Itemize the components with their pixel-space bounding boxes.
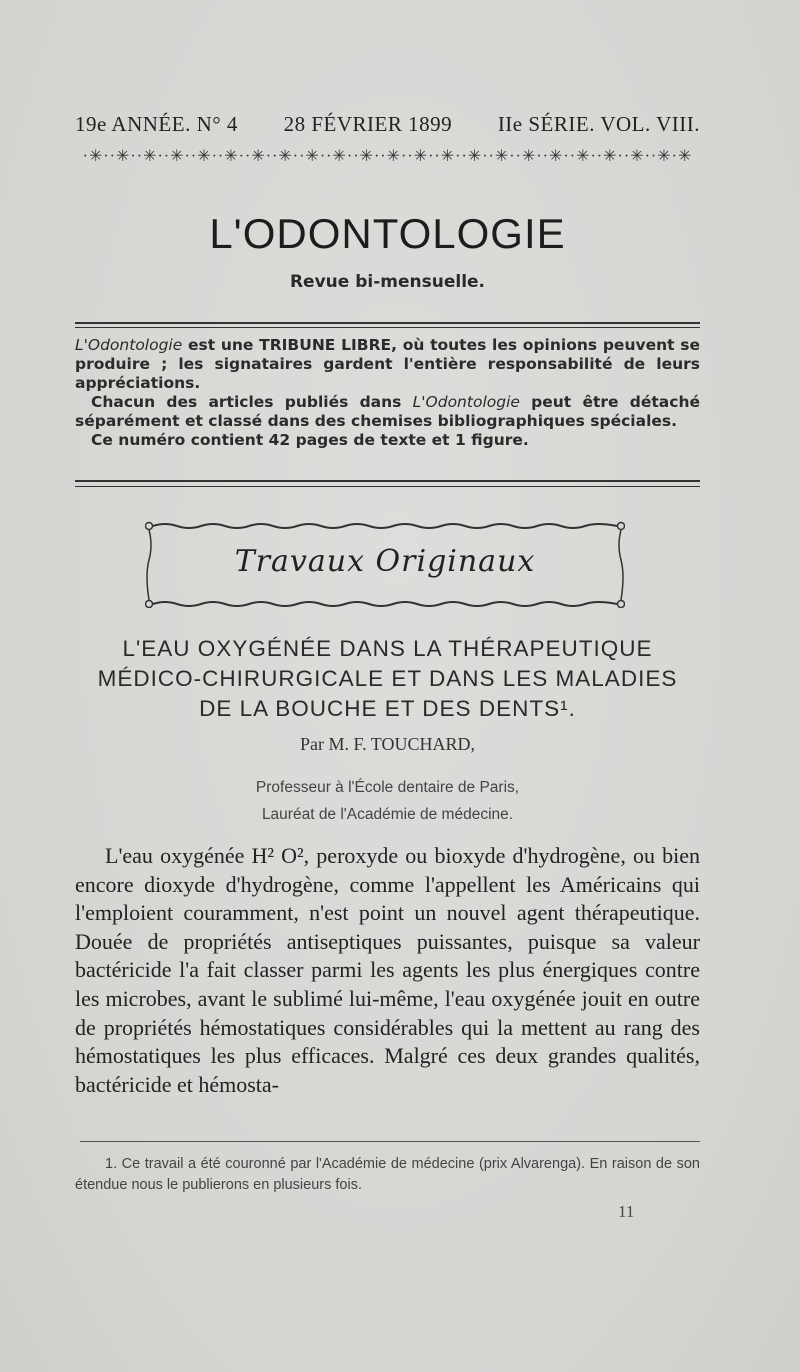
journal-title: L'ODONTOLOGIE [209, 210, 566, 257]
section-heading: Travaux Originaux [234, 544, 536, 579]
notice-paragraph: L'Odontologie est une TRIBUNE LIBRE, où toutes les opinions peuvent se produire ; les signataires gardent l'entière responsabilité de leurs appréciations. [75, 336, 700, 392]
article-author: Par M. F. TOUCHARD, [300, 734, 475, 754]
issue-year: 19e ANNÉE. N° 4 [75, 112, 238, 136]
notice-paragraph: Chacun des articles publiés dans L'Odontologie peut être détaché séparément et classé dans des chemises bibliographiques spéciales. [75, 393, 700, 430]
footnote: 1. Ce travail a été couronné par l'Académie de médecine (prix Alvarenga). En raison de son étendue nous le publierons en plusieurs fois. [75, 1156, 700, 1193]
notice-paragraph: Ce numéro contient 42 pages de texte et 1 figure. [91, 431, 529, 449]
article-title: L'EAU OXYGÉNÉE DANS LA THÉRAPEUTIQUE MÉDICO-CHIRURGICALE ET DANS LES MALADIES DE LA BOUCHE ET DES DENTS¹. [97, 636, 678, 721]
article-body [75, 842, 700, 1099]
issue-date: 28 FÉVRIER 1899 [283, 112, 453, 136]
divider [75, 327, 700, 328]
footnote-divider [80, 1141, 700, 1142]
divider [75, 486, 700, 487]
issue-header [75, 112, 700, 137]
section-banner [145, 520, 625, 608]
divider [75, 322, 700, 324]
notice-box [75, 336, 700, 450]
signature-mark: 11 [618, 1202, 635, 1221]
author-affiliation: Professeur à l'École dentaire de Paris, Lauréat de l'Académie de médecine. [255, 779, 520, 823]
divider [75, 480, 700, 482]
body-paragraph: L'eau oxygénée H² O², peroxyde ou bioxyde d'hydrogène, ou bien encore dioxyde d'hydrogène, comme l'appellent les Américains qui l'emploient couramment, n'est point un nouvel agent thérapeutique. Douée de propriétés antiseptiques puissantes, puisque sa valeur bactéricide l'a fait classer parmi les agents les plus énergiques contre les microbes, avant le sublimé lui-même, l'eau oxygénée jouit en outre de propriétés hémostatiques considérables qui la mettent au rang des hémostatiques les plus efficaces. Malgré ces deux grandes qualités, bactéricide et hémosta- [75, 843, 700, 1097]
journal-subtitle: Revue bi-mensuelle. [289, 272, 486, 292]
issue-series: IIe SÉRIE. VOL. VIII. [497, 112, 700, 136]
star-ornament: ·✳··✳··✳··✳··✳··✳··✳··✳··✳··✳··✳··✳··✳··✳··✳··✳··✳··✳··✳··✳··✳··✳·✳ [82, 148, 693, 165]
